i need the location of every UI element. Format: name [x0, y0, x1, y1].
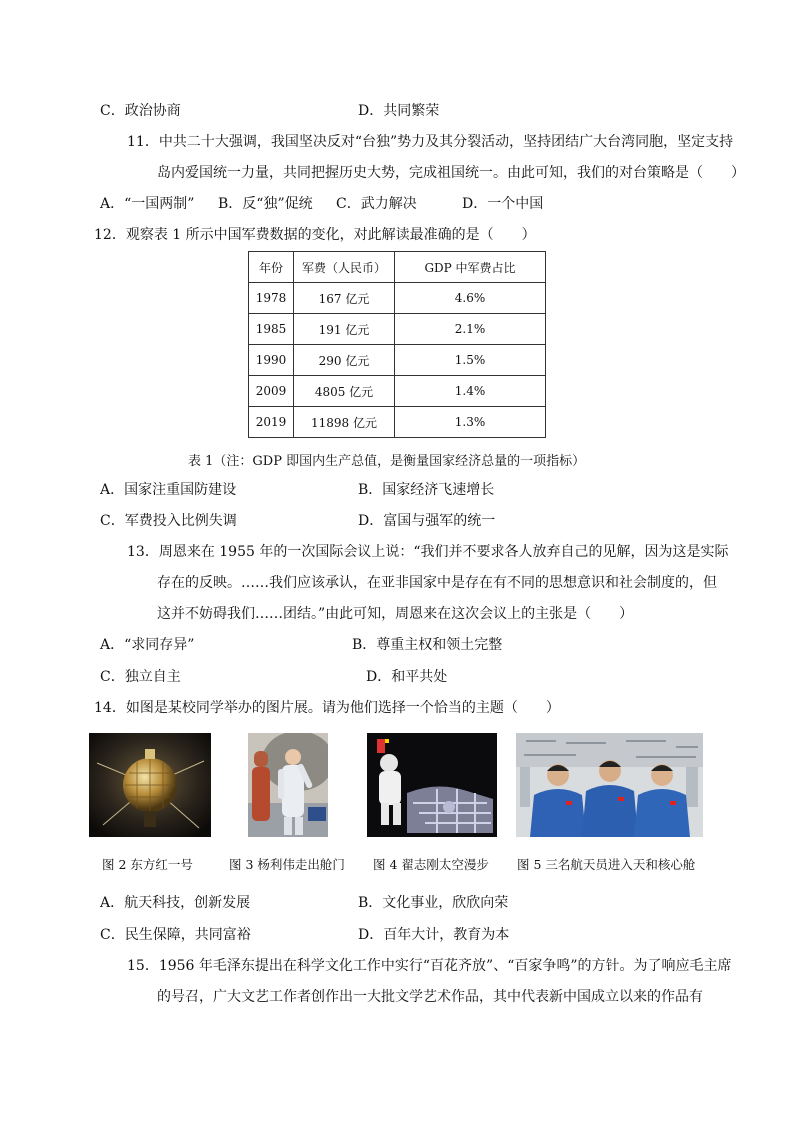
satellite-photo	[89, 733, 211, 837]
q14-option-b: B．文化事业，欣欣向荣	[358, 895, 509, 911]
figure-caption-5: 图 5 三名航天员进入天和核心舱	[517, 857, 696, 872]
q11-option-b: B．反“独”促统	[218, 196, 313, 212]
figure-caption-3: 图 3 杨利伟走出舱门	[229, 857, 345, 872]
q12-option-d: D．富国与强军的统一	[358, 513, 496, 529]
cell-year: 2009	[249, 376, 294, 407]
cell-year: 1990	[249, 345, 294, 376]
q14-option-c: C．民生保障，共同富裕	[100, 927, 251, 943]
table-row	[249, 345, 546, 376]
q13-option-c: C．独立自主	[100, 669, 181, 685]
q14-option-d: D．百年大计，教育为本	[358, 927, 510, 943]
cell-gdp-share: 4.6%	[395, 283, 546, 314]
cell-year: 1985	[249, 314, 294, 345]
spacewalk-photo	[367, 733, 497, 837]
cell-gdp-share: 1.4%	[395, 376, 546, 407]
cell-year: 2019	[249, 407, 294, 438]
figure-caption-2: 图 2 东方红一号	[102, 857, 193, 872]
q12-stem: 12．观察表 1 所示中国军费数据的变化，对此解读最准确的是（ ）	[94, 227, 536, 243]
cell-gdp-share: 1.5%	[395, 345, 546, 376]
cell-gdp-share: 2.1%	[395, 314, 546, 345]
table-row	[249, 314, 546, 345]
q13-stem-line3: 这并不妨碍我们……团结。”由此可知，周恩来在这次会议上的主张是（ ）	[157, 606, 634, 622]
q11-stem-line1: 11．中共二十大强调，我国坚决反对“台独”势力及其分裂活动，坚持团结广大台湾同胞，坚定支持	[127, 134, 734, 150]
cell-spending: 4805 亿元	[294, 376, 395, 407]
cell-spending: 290 亿元	[294, 345, 395, 376]
q15-stem-line2: 的号召，广大文艺工作者创作出一大批文学艺术作品，其中代表新中国成立以来的作品有	[157, 989, 703, 1005]
cell-year: 1978	[249, 283, 294, 314]
q12-option-c: C．军费投入比例失调	[100, 513, 237, 529]
q10-option-c: C．政治协商	[100, 103, 181, 119]
header-year: 年份	[249, 252, 294, 283]
q13-stem-line1: 13．周恩来在 1955 年的一次国际会议上说：“我们并不要求各人放弃自己的见解，因为这是实际	[127, 544, 729, 560]
military-spending-table	[248, 251, 546, 438]
cell-spending: 191 亿元	[294, 314, 395, 345]
table-header-row	[249, 252, 546, 283]
table-caption: 表 1（注：GDP 即国内生产总值，是衡量国家经济总量的一项指标）	[188, 454, 586, 469]
q13-stem-line2: 存在的反映。……我们应该承认，在亚非国家中是存在有不同的思想意识和社会制度的，但	[157, 575, 717, 591]
q10-option-d: D．共同繁荣	[358, 103, 440, 119]
q11-stem-line2: 岛内爱国统一力量，共同把握历史大势，完成祖国统一。由此可知，我们的对台策略是（ ）	[157, 165, 745, 181]
table-row	[249, 376, 546, 407]
figure-caption-4: 图 4 翟志刚太空漫步	[373, 857, 489, 872]
q12-option-b: B．国家经济飞速增长	[358, 482, 495, 498]
q14-stem: 14．如图是某校同学举办的图片展。请为他们选择一个恰当的主题（ ）	[94, 700, 560, 716]
cell-gdp-share: 1.3%	[395, 407, 546, 438]
q11-option-c: C．武力解决	[336, 196, 417, 212]
cell-spending: 11898 亿元	[294, 407, 395, 438]
q14-option-a: A．航天科技，创新发展	[100, 895, 251, 911]
header-gdp-share: GDP 中军费占比	[395, 252, 546, 283]
astronaut-exit-photo	[248, 733, 328, 837]
table-row	[249, 407, 546, 438]
header-spending: 军费（人民币）	[294, 252, 395, 283]
q13-option-a: A．“求同存异”	[100, 637, 195, 653]
q11-option-d: D．一个中国	[462, 196, 544, 212]
table-row	[249, 283, 546, 314]
q12-option-a: A．国家注重国防建设	[100, 482, 237, 498]
q11-option-a: A．“一国两制”	[100, 196, 195, 212]
tianhe-crew-photo	[516, 733, 703, 837]
q15-stem-line1: 15．1956 年毛泽东提出在科学文化工作中实行“百花齐放”、“百家争鸣”的方针。为了响应毛主席	[127, 958, 732, 974]
q13-option-d: D．和平共处	[366, 669, 448, 685]
cell-spending: 167 亿元	[294, 283, 395, 314]
q13-option-b: B．尊重主权和领土完整	[352, 637, 503, 653]
